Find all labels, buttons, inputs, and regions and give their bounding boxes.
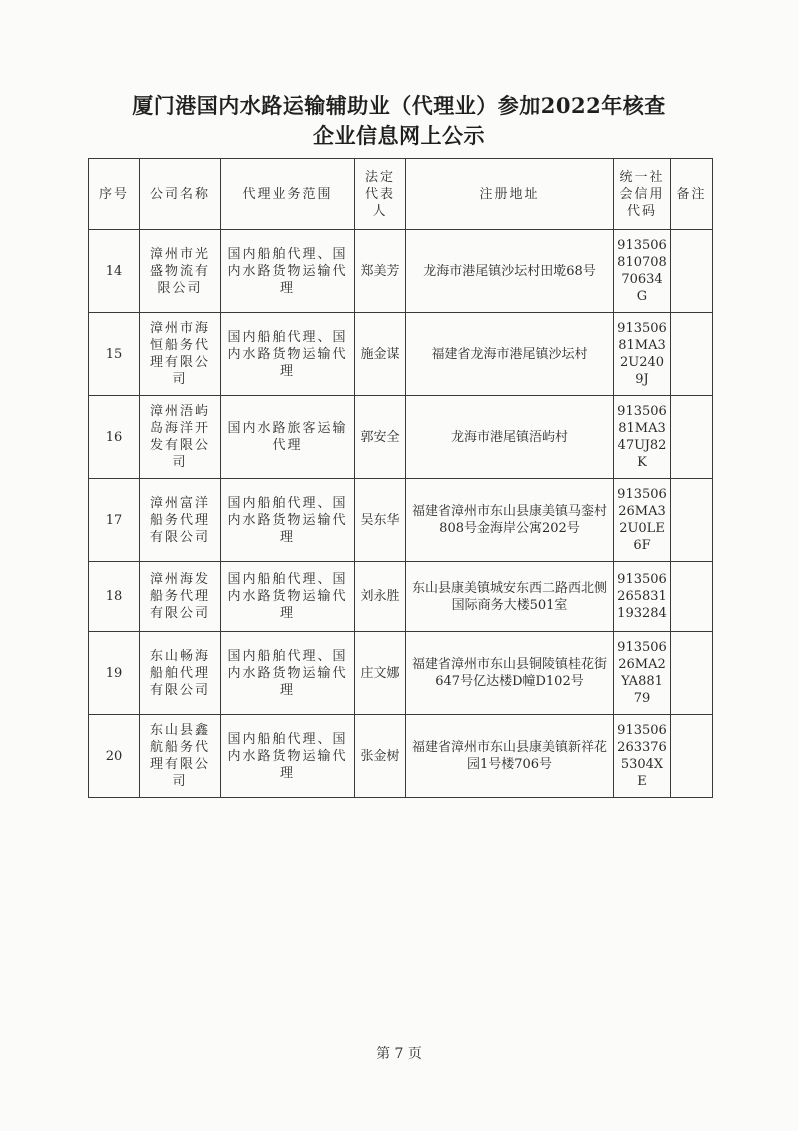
cell-address: 东山县康美镇城安东西二路西北侧国际商务大楼501室 [406, 562, 614, 632]
cell-remark [671, 715, 713, 798]
header-credit-code: 统一社会信用代码 [614, 159, 671, 230]
cell-seq: 20 [89, 715, 140, 798]
cell-credit-code: 913506265831193284 [614, 562, 671, 632]
table-row [89, 313, 713, 396]
table-row [89, 230, 713, 313]
header-legal-rep: 法定代表人 [355, 159, 406, 230]
cell-seq: 16 [89, 396, 140, 479]
document-title-line2: 企业信息网上公示 [313, 123, 485, 148]
document-title-line1: 厦门港国内水路运输辅助业（代理业）参加2022年核查 [132, 93, 666, 118]
cell-remark [671, 632, 713, 715]
cell-remark [671, 479, 713, 562]
cell-seq: 15 [89, 313, 140, 396]
table-row [89, 396, 713, 479]
header-seq: 序号 [89, 159, 140, 230]
cell-scope: 国内船舶代理、国内水路货物运输代理 [221, 230, 355, 313]
cell-credit-code: 91350681MA32U2409J [614, 313, 671, 396]
cell-seq: 14 [89, 230, 140, 313]
cell-scope: 国内水路旅客运输代理 [221, 396, 355, 479]
header-remark: 备注 [671, 159, 713, 230]
cell-remark [671, 396, 713, 479]
cell-company: 漳州海发船务代理有限公司 [140, 562, 221, 632]
table-row [89, 632, 713, 715]
cell-legal-rep: 郭安全 [355, 396, 406, 479]
cell-company: 东山县鑫航船务代理有限公司 [140, 715, 221, 798]
cell-credit-code: 9135062633765304XE [614, 715, 671, 798]
cell-seq: 19 [89, 632, 140, 715]
cell-seq: 17 [89, 479, 140, 562]
cell-scope: 国内船舶代理、国内水路货物运输代理 [221, 715, 355, 798]
table-row [89, 715, 713, 798]
cell-remark [671, 313, 713, 396]
cell-credit-code: 913506810708 70634G [614, 230, 671, 313]
cell-scope: 国内船舶代理、国内水路货物运输代理 [221, 479, 355, 562]
table-header-row [89, 159, 713, 230]
cell-address: 龙海市港尾镇沙坛村田墘68号 [406, 230, 614, 313]
table-row [89, 562, 713, 632]
cell-legal-rep: 施金谋 [355, 313, 406, 396]
cell-address: 龙海市港尾镇浯屿村 [406, 396, 614, 479]
cell-address: 福建省漳州市东山县铜陵镇桂花街647号亿达楼D幢D102号 [406, 632, 614, 715]
cell-scope: 国内船舶代理、国内水路货物运输代理 [221, 632, 355, 715]
cell-seq: 18 [89, 562, 140, 632]
cell-legal-rep: 张金树 [355, 715, 406, 798]
cell-legal-rep: 刘永胜 [355, 562, 406, 632]
cell-company: 漳州富洋船务代理有限公司 [140, 479, 221, 562]
header-scope: 代理业务范围 [221, 159, 355, 230]
cell-legal-rep: 郑美芳 [355, 230, 406, 313]
header-company: 公司名称 [140, 159, 221, 230]
header-address: 注册地址 [406, 159, 614, 230]
cell-company: 漳州市海恒船务代理有限公司 [140, 313, 221, 396]
cell-credit-code: 91350681MA347UJ82K [614, 396, 671, 479]
cell-address: 福建省龙海市港尾镇沙坛村 [406, 313, 614, 396]
cell-scope: 国内船舶代理、国内水路货物运输代理 [221, 313, 355, 396]
enterprise-info-table [88, 158, 713, 798]
cell-remark [671, 230, 713, 313]
cell-company: 漳州浯屿岛海洋开发有限公司 [140, 396, 221, 479]
cell-legal-rep: 吴东华 [355, 479, 406, 562]
cell-remark [671, 562, 713, 632]
table-row [89, 479, 713, 562]
cell-scope: 国内船舶代理、国内水路货物运输代理 [221, 562, 355, 632]
cell-credit-code: 91350626MA32U0LE6F [614, 479, 671, 562]
cell-company: 东山畅海船舶代理有限公司 [140, 632, 221, 715]
cell-legal-rep: 庄文娜 [355, 632, 406, 715]
cell-address: 福建省漳州市东山县康美镇马銮村808号金海岸公寓202号 [406, 479, 614, 562]
cell-address: 福建省漳州市东山县康美镇新祥花园1号楼706号 [406, 715, 614, 798]
cell-company: 漳州市光盛物流有限公司 [140, 230, 221, 313]
page-number: 第 7 页 [376, 1046, 422, 1062]
cell-credit-code: 91350626MA2YA88179 [614, 632, 671, 715]
